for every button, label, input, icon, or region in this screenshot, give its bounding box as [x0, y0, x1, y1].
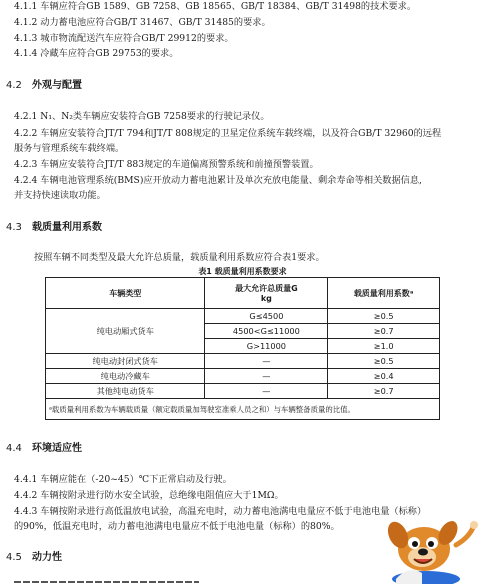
clause-4-2-4-line-1: 4.2.4 车辆电池管理系统(BMS)应开放动力蓄电池累计及单次充放电能量、剩余寿命等相关数据信息,	[14, 175, 422, 186]
clause-4-4-1: 4.4.1 车辆应能在（-20~45）℃下正常启动及行驶。	[14, 474, 232, 485]
load-utilization-table	[45, 277, 440, 420]
cell-max-mass: G≤4500	[205, 309, 328, 324]
clause-4-1-3: 4.1.3 城市物流配送汽车应符合GB/T 29912的要求。	[14, 33, 234, 44]
cell-coefficient: ≥0.7	[328, 324, 440, 339]
cell-vehicle-type: 纯电动封闭式货车	[46, 354, 205, 369]
section-number: 4.2	[6, 80, 22, 91]
table-note-row	[46, 399, 440, 420]
section-4-3-heading	[6, 221, 102, 234]
table-row	[46, 369, 440, 384]
section-title: 动力性	[32, 552, 62, 563]
section-4-4-heading	[6, 442, 82, 455]
cell-coefficient: ≥0.5	[328, 354, 440, 369]
section-4-2-heading	[6, 79, 82, 92]
table-caption: 表1 载质量利用系数要求	[198, 267, 287, 276]
cell-coefficient: ≥0.4	[328, 369, 440, 384]
header-max-mass-unit: kg	[260, 294, 272, 303]
clause-4-2-2-line-1: 4.2.2 车辆应安装符合JT/T 794和JT/T 808规定的卫星定位系统车载终端，以及符合GB/T 32960的远程	[14, 128, 442, 139]
section-number: 4.4	[6, 443, 22, 454]
cell-coefficient: ≥0.5	[328, 309, 440, 324]
clause-4-2-2-line-2: 服务与管理系统车载终端。	[14, 143, 125, 154]
cell-coefficient: ≥1.0	[328, 339, 440, 354]
section-4-3-intro: 按照车辆不同类型及最大允许总质量，载质量利用系数应符合表1要求。	[34, 252, 325, 263]
header-max-mass-label: 最大允许总质量G	[235, 284, 298, 293]
cell-max-mass: —	[205, 369, 328, 384]
clause-4-4-3-line-2: 的90%，低温充电时，动力蓄电池满电电量应不低于电池电量（标称）的80%。	[14, 521, 340, 532]
section-number: 4.3	[6, 222, 22, 233]
cell-max-mass: —	[205, 384, 328, 399]
clause-4-4-2: 4.4.2 车辆按附录进行防水安全试验，总绝缘电阻值应大于1MΩ。	[14, 490, 284, 501]
cell-coefficient: ≥0.7	[328, 384, 440, 399]
cell-vehicle-type: 纯电动厢式货车	[46, 309, 205, 354]
header-vehicle-type: 车辆类型	[46, 278, 205, 309]
clause-4-1-1: 4.1.1 车辆应符合GB 1589、GB 7258、GB 18565、GB/T 18384、GB/T 31498的技术要求。	[14, 1, 417, 12]
header-coefficient: 载质量利用系数ᵃ	[328, 278, 440, 309]
clause-4-1-2: 4.1.2 动力蓄电池应符合GB/T 31467、GB/T 31485的要求。	[14, 17, 271, 28]
section-title: 环境适应性	[32, 443, 82, 454]
cell-max-mass: —	[205, 354, 328, 369]
header-max-mass	[205, 278, 328, 309]
clause-4-2-1: 4.2.1 N₁、N₂类车辆应安装符合GB 7258要求的行驶记录仪。	[14, 111, 270, 122]
table-row	[46, 309, 440, 324]
cartoon-dog-mascot-icon	[378, 515, 478, 584]
clause-4-2-3: 4.2.3 车辆应安装符合JT/T 883规定的车道偏离预警系统和前撞预警装置。	[14, 159, 319, 170]
clause-4-2-4-line-2: 并支持快速读取功能。	[14, 190, 106, 201]
section-title: 载质量利用系数	[32, 222, 102, 233]
table-footnote: ᵃ载质量利用系数为车辆载质量（额定载质量加驾驶室准乘人员之和）与车辆整备质量的比值。	[46, 399, 440, 420]
clause-4-1-4: 4.1.4 冷藏车应符合GB 29753的要求。	[14, 48, 179, 59]
cut-off-text-fragment	[14, 581, 199, 583]
section-4-5-heading	[6, 551, 62, 564]
table-header-row	[46, 278, 440, 309]
cell-vehicle-type: 其他纯电动货车	[46, 384, 205, 399]
cut-off-text-line	[14, 578, 214, 584]
cell-vehicle-type: 纯电动冷藏车	[46, 369, 205, 384]
cell-max-mass: 4500<G≤11000	[205, 324, 328, 339]
table-row	[46, 384, 440, 399]
section-number: 4.5	[6, 552, 22, 563]
section-title: 外观与配置	[32, 80, 82, 91]
clause-4-4-3-line-1: 4.4.3 车辆按附录进行高低温放电试验，高温充电时，动力蓄电池满电电量应不低于电池电量（标称）	[14, 506, 427, 517]
cell-max-mass: G>11000	[205, 339, 328, 354]
table-row	[46, 354, 440, 369]
